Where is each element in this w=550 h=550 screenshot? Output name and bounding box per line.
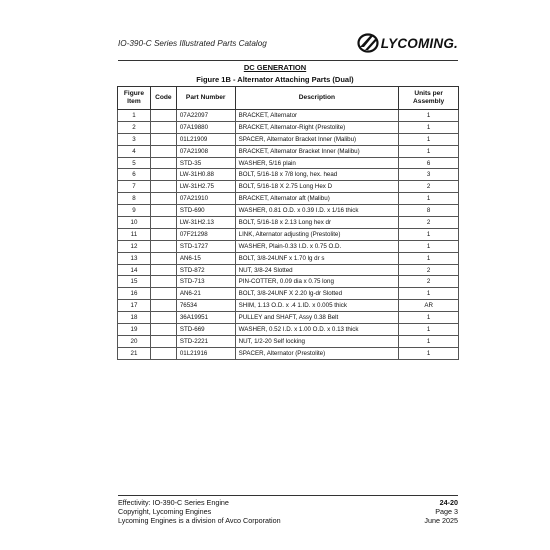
cell-code	[150, 133, 176, 145]
cell-description: PULLEY and SHAFT, Assy 0.38 Belt	[235, 312, 399, 324]
cell-code	[150, 121, 176, 133]
table-row	[118, 300, 459, 312]
cell-units: 1	[399, 110, 459, 122]
cell-part-number: 07F21298	[176, 228, 235, 240]
cell-units: 2	[399, 181, 459, 193]
cell-code	[150, 228, 176, 240]
table-row	[118, 217, 459, 229]
column-header-figure-item: Figure Item	[118, 87, 151, 110]
table-row	[118, 181, 459, 193]
cell-figure-item: 12	[118, 240, 151, 252]
footer-row-1	[118, 498, 458, 507]
column-header-description: Description	[235, 87, 399, 110]
cell-description: BOLT, 5/16-18 x 2.13 Long hex dr	[235, 217, 399, 229]
cell-code	[150, 145, 176, 157]
cell-description: WASHER, 5/16 plain	[235, 157, 399, 169]
cell-units: 1	[399, 347, 459, 359]
cell-units: 2	[399, 276, 459, 288]
cell-part-number: 07A22097	[176, 110, 235, 122]
cell-code	[150, 217, 176, 229]
table-row	[118, 252, 459, 264]
cell-figure-item: 1	[118, 110, 151, 122]
cell-units: 1	[399, 121, 459, 133]
cell-figure-item: 14	[118, 264, 151, 276]
lycoming-swoosh-icon	[357, 33, 379, 53]
cell-figure-item: 21	[118, 347, 151, 359]
cell-units: 8	[399, 205, 459, 217]
section-title: DC GENERATION	[243, 63, 307, 72]
cell-description: NUT, 3/8-24 Slotted	[235, 264, 399, 276]
cell-description: WASHER, Plain-0.33 I.D. x 0.75 O.D.	[235, 240, 399, 252]
cell-description: BRACKET, Alternator Bracket Inner (Malibu)	[235, 145, 399, 157]
cell-figure-item: 4	[118, 145, 151, 157]
column-header-part-number: Part Number	[176, 87, 235, 110]
table-row	[118, 276, 459, 288]
table-header-row	[118, 87, 459, 110]
cell-code	[150, 193, 176, 205]
table-row	[118, 110, 459, 122]
table-row	[118, 169, 459, 181]
cell-code	[150, 347, 176, 359]
table-row	[118, 335, 459, 347]
page-number: Page 3	[435, 507, 458, 516]
cell-description: WASHER, 0.81 O.D. x 0.39 I.D. x 1/16 thick	[235, 205, 399, 217]
table-row	[118, 240, 459, 252]
cell-description: BOLT, 5/16-18 x 7/8 long, hex. head	[235, 169, 399, 181]
cell-code	[150, 276, 176, 288]
cell-description: BRACKET, Alternator-Right (Prestolite)	[235, 121, 399, 133]
cell-description: BOLT, 5/16-18 X 2.75 Long Hex D	[235, 181, 399, 193]
cell-figure-item: 7	[118, 181, 151, 193]
cell-part-number: STD-669	[176, 324, 235, 336]
cell-part-number: 01L21916	[176, 347, 235, 359]
cell-description: LINK, Alternator adjusting (Prestolite)	[235, 228, 399, 240]
table-row	[118, 264, 459, 276]
cell-units: 1	[399, 145, 459, 157]
cell-description: BOLT, 3/8-24UNF x 1.70 lg dr s	[235, 252, 399, 264]
section-number: 24-20	[439, 498, 458, 507]
parts-table	[117, 86, 459, 360]
cell-code	[150, 312, 176, 324]
table-row	[118, 133, 459, 145]
cell-units: 1	[399, 193, 459, 205]
table-row	[118, 157, 459, 169]
cell-part-number: AN6-15	[176, 252, 235, 264]
cell-units: 1	[399, 335, 459, 347]
cell-code	[150, 205, 176, 217]
cell-part-number: LW-31H2.75	[176, 181, 235, 193]
cell-part-number: AN6-21	[176, 288, 235, 300]
footer-divider	[118, 495, 458, 496]
cell-description: BRACKET, Alternator aft (Malibu)	[235, 193, 399, 205]
footer-row-3	[118, 516, 458, 525]
table-row	[118, 312, 459, 324]
cell-figure-item: 15	[118, 276, 151, 288]
cell-part-number: 76534	[176, 300, 235, 312]
cell-figure-item: 3	[118, 133, 151, 145]
cell-figure-item: 6	[118, 169, 151, 181]
table-row	[118, 324, 459, 336]
effectivity-text: Effectivity: IO-390-C Series Engine	[118, 498, 229, 507]
cell-part-number: 01L21909	[176, 133, 235, 145]
cell-part-number: LW-31H2.13	[176, 217, 235, 229]
cell-part-number: LW-31H0.88	[176, 169, 235, 181]
cell-part-number: STD-2221	[176, 335, 235, 347]
cell-description: BRACKET, Alternator	[235, 110, 399, 122]
column-header-code: Code	[150, 87, 176, 110]
cell-figure-item: 16	[118, 288, 151, 300]
cell-figure-item: 5	[118, 157, 151, 169]
cell-units: 2	[399, 264, 459, 276]
cell-units: 1	[399, 324, 459, 336]
cell-units: 3	[399, 169, 459, 181]
catalog-title: IO-390-C Series Illustrated Parts Catalog	[118, 39, 267, 48]
cell-code	[150, 169, 176, 181]
cell-figure-item: 20	[118, 335, 151, 347]
cell-part-number: 07A21908	[176, 145, 235, 157]
cell-figure-item: 17	[118, 300, 151, 312]
cell-units: 2	[399, 217, 459, 229]
column-header-units: Units per Assembly	[399, 87, 459, 110]
cell-description: BOLT, 3/8-24UNF X 2.20 lg-dr Slotted	[235, 288, 399, 300]
table-row	[118, 347, 459, 359]
brand-name: LYCOMING.	[380, 35, 458, 51]
cell-part-number: 07A21910	[176, 193, 235, 205]
cell-part-number: 36A19951	[176, 312, 235, 324]
cell-part-number: STD-35	[176, 157, 235, 169]
cell-code	[150, 288, 176, 300]
cell-part-number: 07A19880	[176, 121, 235, 133]
cell-part-number: STD-690	[176, 205, 235, 217]
cell-figure-item: 13	[118, 252, 151, 264]
table-row	[118, 288, 459, 300]
cell-figure-item: 8	[118, 193, 151, 205]
page-header	[118, 33, 458, 59]
cell-description: SPACER, Alternator Bracket Inner (Malibu)	[235, 133, 399, 145]
cell-description: PIN-COTTER, 0.09 dia x 0.75 long	[235, 276, 399, 288]
parts-table-body	[118, 110, 459, 360]
cell-figure-item: 11	[118, 228, 151, 240]
cell-units: 1	[399, 133, 459, 145]
lycoming-logo	[357, 33, 458, 53]
cell-figure-item: 2	[118, 121, 151, 133]
cell-part-number: STD-1727	[176, 240, 235, 252]
footer-row-2	[118, 507, 458, 516]
cell-code	[150, 110, 176, 122]
table-row	[118, 228, 459, 240]
table-row	[118, 205, 459, 217]
cell-description: SHIM, 1.13 O.D. x .4 1.ID. x 0.005 thick	[235, 300, 399, 312]
figure-title: Figure 1B - Alternator Attaching Parts (Dual)	[196, 75, 354, 84]
cell-description: NUT, 1/2-20 Self locking	[235, 335, 399, 347]
cell-figure-item: 19	[118, 324, 151, 336]
cell-code	[150, 335, 176, 347]
cell-part-number: STD-713	[176, 276, 235, 288]
cell-units: 1	[399, 252, 459, 264]
copyright-text: Copyright, Lycoming Engines	[118, 507, 212, 516]
division-text: Lycoming Engines is a division of Avco Corporation	[118, 516, 281, 525]
cell-code	[150, 300, 176, 312]
cell-part-number: STD-872	[176, 264, 235, 276]
cell-code	[150, 240, 176, 252]
table-row	[118, 193, 459, 205]
cell-units: 1	[399, 288, 459, 300]
cell-figure-item: 9	[118, 205, 151, 217]
cell-description: WASHER, 0.52 I.D. x 1.00 O.D. x 0.13 thick	[235, 324, 399, 336]
page-footer	[118, 495, 458, 525]
cell-units: 1	[399, 240, 459, 252]
table-row	[118, 121, 459, 133]
table-row	[118, 145, 459, 157]
cell-figure-item: 10	[118, 217, 151, 229]
cell-code	[150, 157, 176, 169]
revision-date: June 2025	[424, 516, 458, 525]
cell-figure-item: 18	[118, 312, 151, 324]
cell-units: 1	[399, 228, 459, 240]
header-divider	[118, 60, 458, 61]
cell-code	[150, 181, 176, 193]
cell-units: 1	[399, 312, 459, 324]
cell-description: SPACER, Alternator (Prestolite)	[235, 347, 399, 359]
cell-units: AR	[399, 300, 459, 312]
cell-code	[150, 324, 176, 336]
cell-units: 6	[399, 157, 459, 169]
cell-code	[150, 252, 176, 264]
cell-code	[150, 264, 176, 276]
